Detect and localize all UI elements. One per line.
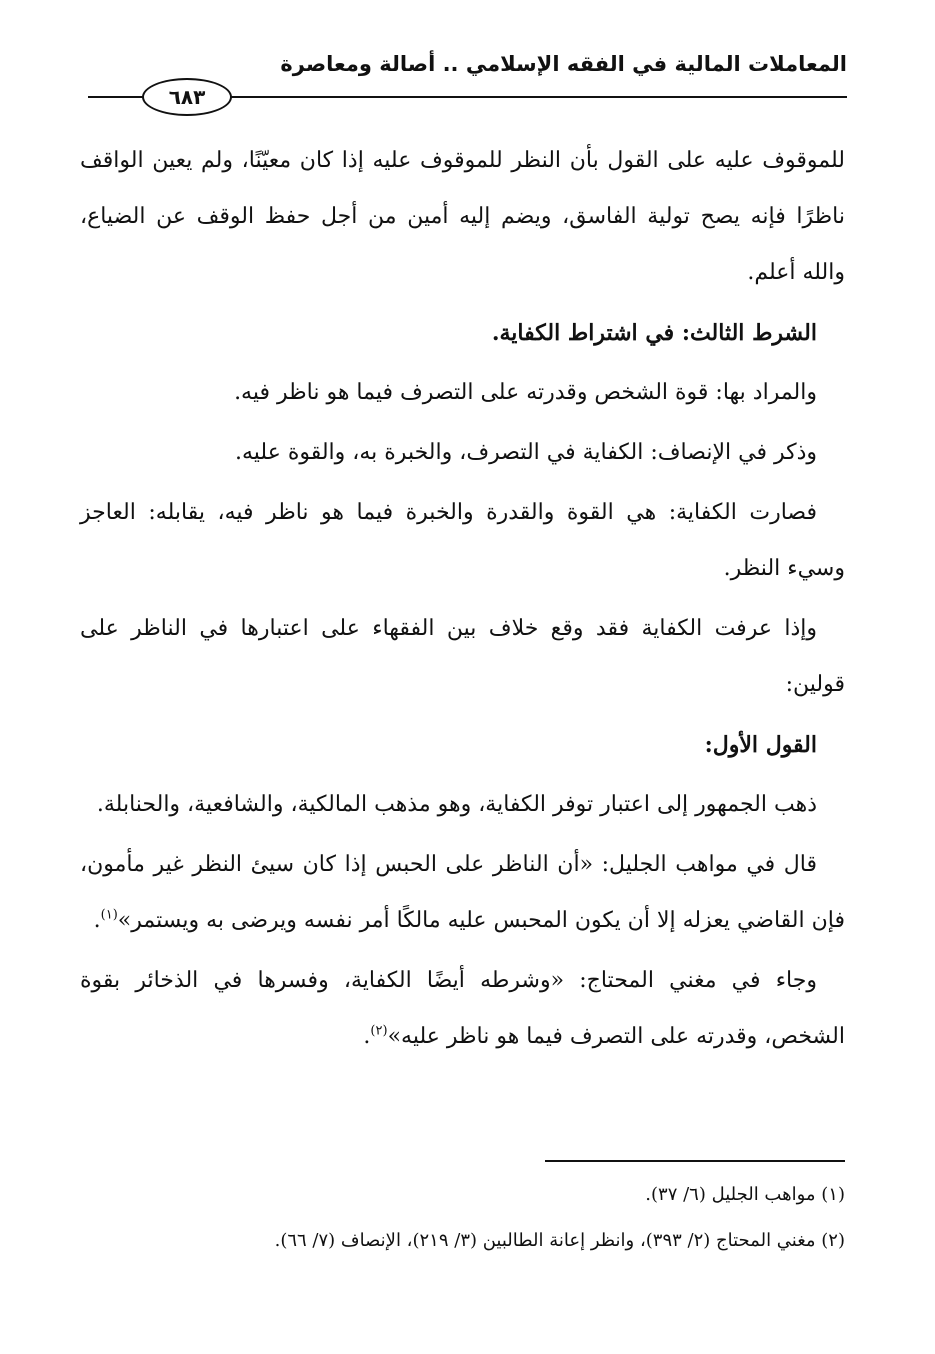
page-number-badge: ٦٨٣ (142, 78, 232, 116)
paragraph-8: وجاء في مغني المحتاج: «وشرطه أيضًا الكفاية، وفسرها في الذخائر بقوة الشخص، وقدرته على التصرف فيما هو ناظر عليه»$^{(٢)}$. (80, 968, 845, 1049)
paragraph-3: وذكر في الإنصاف: الكفاية في التصرف، والخبرة به، والقوة عليه. (234, 440, 817, 465)
section-heading-third-condition: الشرط الثالث: في اشتراط الكفاية. (491, 320, 817, 346)
paragraph-6: ذهب الجمهور إلى اعتبار توفر الكفاية، وهو مذهب المالكية، والشافعية، والحنابلة. (96, 792, 817, 817)
paragraph-7: قال في مواهب الجليل: «أن الناظر على الحبس إذا كان سيئ النظر غير مأمون، فإن القاضي يعزله إلا أن يكون المحبس عليه مالكًا أمر نفسه ويرضى به ويستمر»$^{(١)}$. (80, 852, 845, 933)
paragraph-2: والمراد بها: قوة الشخص وقدرته على التصرف فيما هو ناظر فيه. (234, 380, 817, 405)
footnote-1: (١) مواهب الجليل (٦/ ٣٧). (645, 1184, 845, 1205)
running-header-title: المعاملات المالية في الفقه الإسلامي .. أصالة ومعاصرة (280, 52, 847, 76)
footnote-ref-1: (١) (100, 907, 118, 923)
paragraph-7-text: قال في مواهب الجليل: «أن الناظر على الحبس إذا كان سيئ النظر غير مأمون، فإن القاضي يعزله إلا أن يكون المحبس عليه مالكًا أمر نفسه ويرضى به ويستمر» (80, 852, 845, 933)
section-heading-first-opinion: القول الأول: (704, 732, 817, 758)
paragraph-8-text: وجاء في مغني المحتاج: «وشرطه أيضًا الكفاية، وفسرها في الذخائر بقوة الشخص، وقدرته على التصرف فيما هو ناظر عليه» (80, 968, 845, 1049)
paragraph-5: وإذا عرفت الكفاية فقد وقع خلاف بين الفقهاء على اعتبارها في الناظر على قولين: (80, 616, 845, 697)
footnote-divider (545, 1160, 845, 1162)
paragraph-1: للموقوف عليه على القول بأن النظر للموقوف عليه إذا كان معيّنًا، ولم يعين الواقف ناظرًا فإنه يصح تولية الفاسق، ويضم إليه أمين من أجل حفظ الوقف عن الضياع، والله أعلم. (80, 148, 845, 285)
footnote-2: (٢) مغني المحتاج (٢/ ٣٩٣)، وانظر إعانة الطالبين (٣/ ٢١٩)، الإنصاف (٧/ ٦٦). (274, 1230, 845, 1251)
paragraph-4: فصارت الكفاية: هي القوة والقدرة والخبرة فيما هو ناظر فيه، يقابله: العاجز وسيء النظر. (80, 500, 845, 581)
main-text (80, 133, 845, 1069)
footnote-ref-2: (٢) (370, 1023, 388, 1039)
footnotes (90, 1172, 845, 1264)
